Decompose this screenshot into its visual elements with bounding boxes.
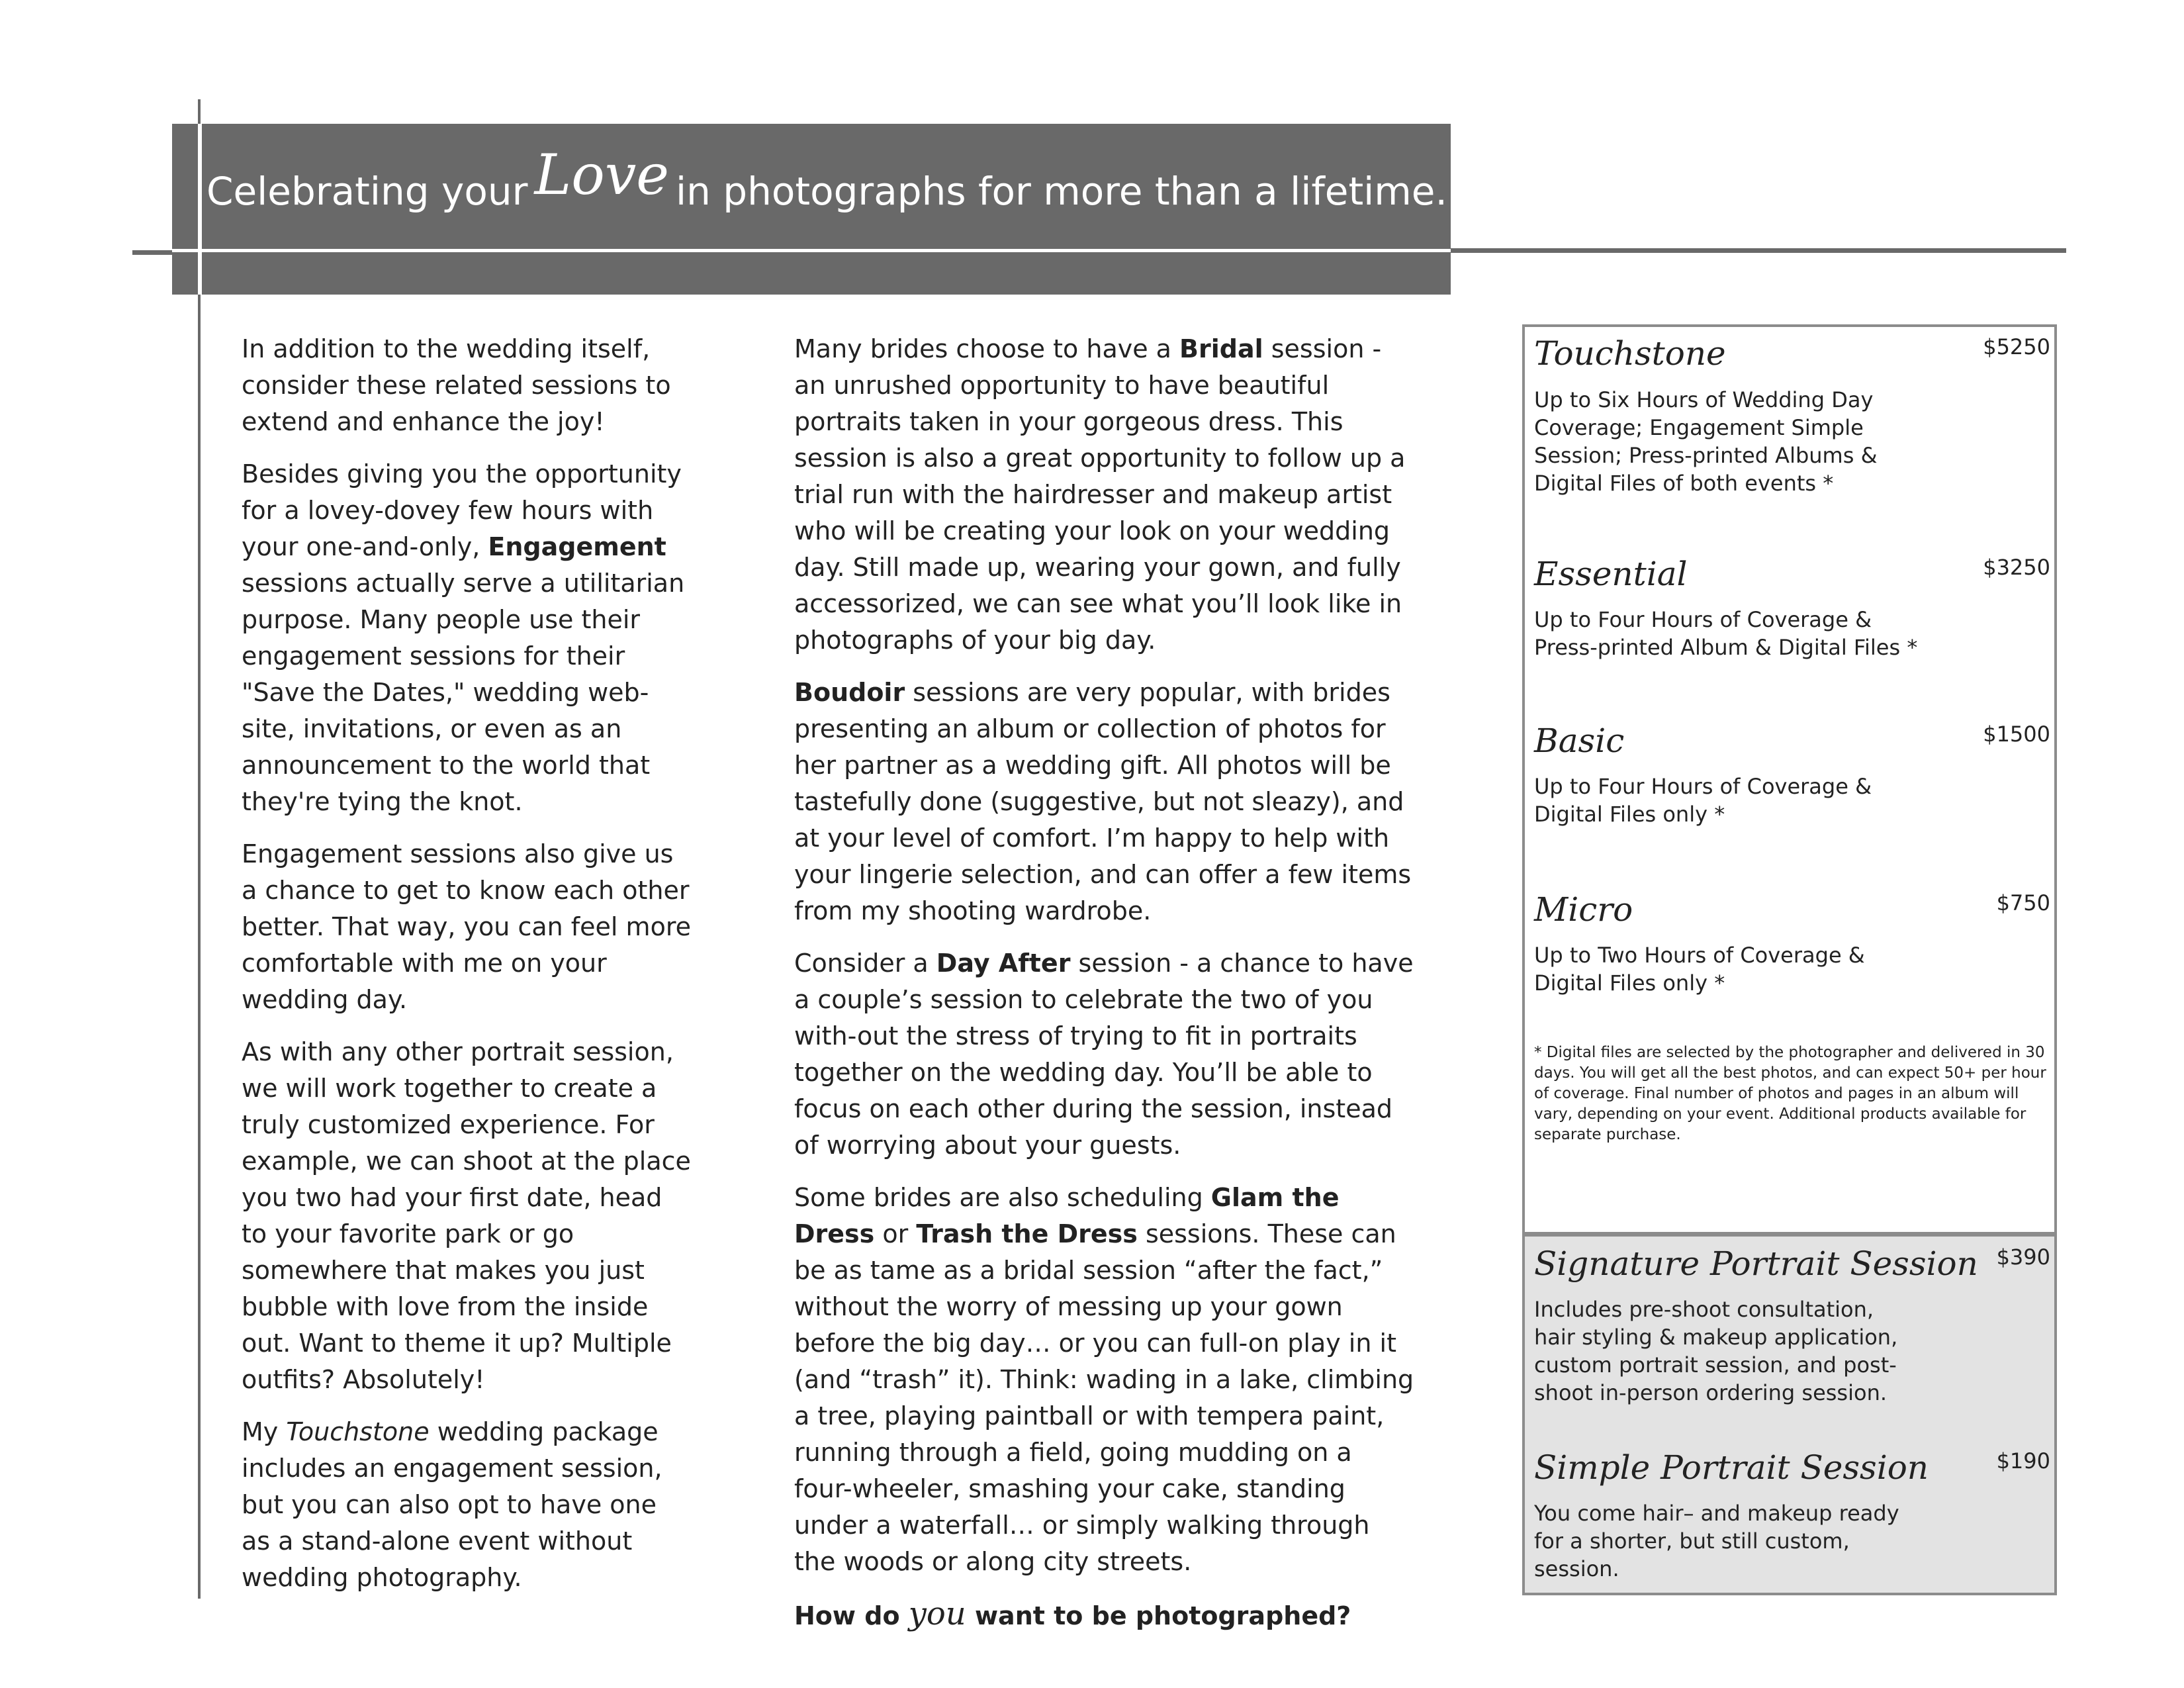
col2-paragraph-2 [794, 675, 1416, 929]
col1-p5-text-after: wedding package includes an engagement session, but you can also opt to have one as a stand-alone event without wedding photography. [242, 1417, 662, 1592]
package-price-basic: $1500 [1983, 722, 2050, 747]
col2-p4-text-mid: or [874, 1219, 917, 1248]
col1-paragraph-4: As with any other portrait session, we will work together to create a truly customized experience. For example, we can shoot at the place you two had your first date, head to your favorite park or go somewhere that makes you just bubble with love from the inside out. Want to theme it up? Multiple outfits? Absolutely! [242, 1037, 691, 1394]
package-name-micro: Micro [1534, 890, 1633, 929]
rule-left [132, 250, 175, 255]
session-desc-simple: You come hair– and makeup ready for a shorter, but still custom, session. [1534, 1501, 1899, 1581]
session-desc-signature: Includes pre-shoot consultation, hair styling & makeup application, custom portrait session, and post-shoot in-person ordering session. [1534, 1297, 1898, 1405]
col1-p5-italic: Touchstone [286, 1417, 430, 1446]
col2-p3-bold: Day After [936, 949, 1071, 978]
col2-p3-text: Consider a [794, 949, 936, 978]
closing-before: How do [794, 1601, 909, 1630]
col1-p5-text: My [242, 1417, 287, 1446]
col1-p2-text: Besides giving you the opportunity for a lovey-dovey few hours with your one-and-only, [242, 459, 682, 561]
col2-p4-text-after: sessions. These can be as tame as a bridal session “after the fact,” without the worry of messing up your gown before the big day… or you can full-on play in it (and “trash” it). Think: wading in a lake, climbing a tree, playing paintball or with tempera paint, running through a field, going mudding on a four-wheeler, smashing your cake, standing under a waterfall… or simply walking through the woods or along city streets. [794, 1219, 1414, 1576]
col2-p3-text-after: session - a chance to have a couple’s session to celebrate the two of you with-out the stress of trying to fit in portraits together on the wedding day. You’ll be able to focus on each other during the session, instead of worrying about your guests. [794, 949, 1414, 1160]
headline-after: in photographs for more than a lifetime. [676, 169, 1447, 214]
package-desc-essential: Up to Four Hours of Coverage & Press-printed Album & Digital Files * [1534, 607, 1918, 660]
package-desc-basic: Up to Four Hours of Coverage & Digital Files only * [1534, 774, 1872, 827]
vertical-rule-top [198, 99, 201, 124]
package-desc-touchstone: Up to Six Hours of Wedding Day Coverage; Engagement Simple Session; Press-printed Albums & Digital Files of both events * [1534, 387, 1878, 496]
col1-p2-bold: Engagement [488, 532, 666, 561]
vertical-rule-banner [198, 124, 202, 295]
col2-paragraph-1 [794, 331, 1416, 659]
session-price-signature: $390 [1996, 1244, 2050, 1270]
session-name-signature: Signature Portrait Session [1534, 1244, 1978, 1283]
col2-paragraph-3 [794, 945, 1416, 1164]
col2-p2-text: sessions are very popular, with brides presenting an album or collection of photos for her partner as a wedding gift. All photos will be tastefully done (suggestive, but not sleazy), and at your level of comfort. I’m happy to help with your lingerie selection, and can offer a few items from my shooting wardrobe. [794, 678, 1412, 925]
col2-closing-question [794, 1596, 1416, 1634]
col2-p1-text-after: session - an unrushed opportunity to have beautiful portraits taken in your gorgeous dress. This session is also a great opportunity to follow up a trial run with the hairdresser and makeup artist who will be creating your look on your wedding day. Still made up, wearing your gown, and fully accessorized, we can see what you’ll look like in photographs of your big day. [794, 334, 1406, 655]
package-price-touchstone: $5250 [1983, 334, 2050, 359]
package-name-basic: Basic [1534, 722, 1625, 760]
closing-script-you: you [908, 1595, 966, 1632]
col2-p2-bold: Boudoir [794, 678, 905, 707]
col1-paragraph-2 [242, 456, 692, 820]
package-name-essential: Essential [1534, 555, 1688, 593]
rule-right [1451, 248, 2066, 253]
column-middle [794, 331, 1416, 1650]
closing-after: want to be photographed? [966, 1601, 1351, 1630]
col2-p1-text: Many brides choose to have a [794, 334, 1180, 363]
package-name-touchstone: Touchstone [1534, 334, 1726, 373]
session-name-simple: Simple Portrait Session [1534, 1448, 1929, 1487]
col2-p4-bold-trash: Trash the Dress [916, 1219, 1138, 1248]
col1-paragraph-3: Engagement sessions also give us a chance to get to know each other better. That way, you can feel more comfortable with me on your wedding day. [242, 839, 691, 1014]
headline-script-love: Love [534, 142, 669, 207]
col2-p4-text: Some brides are also scheduling [794, 1183, 1211, 1212]
col2-p4-bold-glam: Glam the Dress [794, 1183, 1340, 1248]
col2-p1-bold: Bridal [1179, 334, 1263, 363]
package-desc-micro: Up to Two Hours of Coverage & Digital Files only * [1534, 943, 1865, 996]
rule-banner [172, 249, 1451, 252]
session-price-simple: $190 [1996, 1448, 2050, 1474]
vertical-rule-body [198, 295, 201, 1599]
package-price-essential: $3250 [1983, 555, 2050, 580]
col1-paragraph-1: In addition to the wedding itself, consider these related sessions to extend and enhance the joy! [242, 334, 671, 436]
col1-paragraph-5 [242, 1414, 692, 1596]
headline-before: Celebrating your [206, 169, 528, 214]
column-left [242, 331, 692, 1612]
headline [206, 142, 1447, 222]
col2-paragraph-4 [794, 1180, 1416, 1580]
digital-files-footnote: * Digital files are selected by the photographer and delivered in 30 days. You will get all the best photos, and can expect 50+ per hour of coverage. Final number of photos and pages in an album will vary, depending on your event. Additional products available for separate purchase. [1534, 1044, 2046, 1143]
package-price-micro: $750 [1996, 890, 2050, 915]
col1-p2-text-after: sessions actually serve a utilitarian purpose. Many people use their engagement sessions for their "Save the Dates," wedding web-site, invitations, or even as an announcement to the world that they're tying the knot. [242, 569, 685, 816]
